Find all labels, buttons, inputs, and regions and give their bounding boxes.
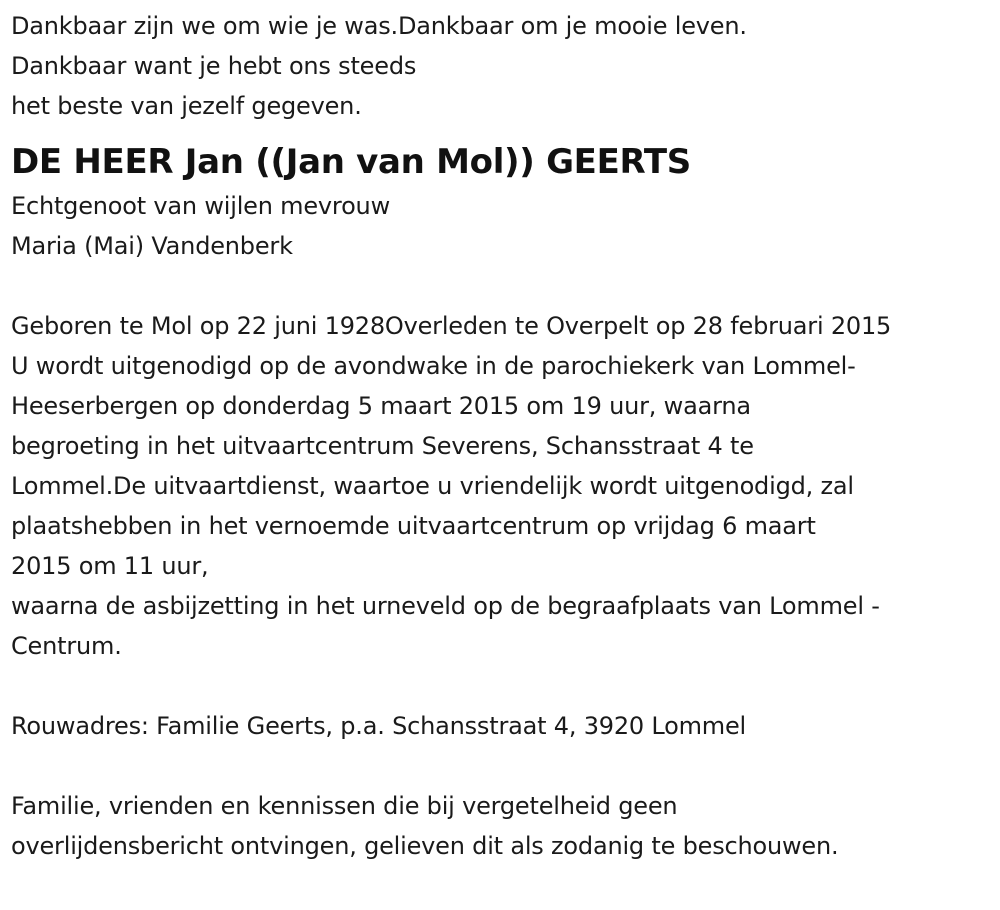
announcement <box>11 306 996 666</box>
announcement-line-7: 2015 om 11 uur, <box>11 552 209 580</box>
spouse-info <box>11 186 996 266</box>
closing-note <box>11 786 996 866</box>
closing-line-2: overlijdensbericht ontvingen, gelieven dit als zodanig te beschouwen. <box>11 832 839 860</box>
announcement-line-5: Lommel.De uitvaartdienst, waartoe u vriendelijk wordt uitgenodigd, zal <box>11 472 854 500</box>
announcement-line-9: Centrum. <box>11 632 122 660</box>
announcement-line-4: begroeting in het uitvaartcentrum Severens, Schansstraat 4 te <box>11 432 754 460</box>
mourning-address: Rouwadres: Familie Geerts, p.a. Schansstraat 4, 3920 Lommel <box>11 712 747 740</box>
verse <box>11 6 996 126</box>
announcement-line-3: Heeserbergen op donderdag 5 maart 2015 om 19 uur, waarna <box>11 392 751 420</box>
verse-line-2: Dankbaar want je hebt ons steeds <box>11 52 417 80</box>
obituary-notice <box>11 6 996 866</box>
spacer <box>11 746 996 786</box>
deceased-name: DE HEER Jan ((Jan van Mol)) GEERTS <box>11 142 691 182</box>
verse-line-3: het beste van jezelf gegeven. <box>11 92 362 120</box>
spouse-line-1: Echtgenoot van wijlen mevrouw <box>11 192 390 220</box>
announcement-line-8: waarna de asbijzetting in het urneveld op de begraafplaats van Lommel - <box>11 592 880 620</box>
spouse-line-2: Maria (Mai) Vandenberk <box>11 232 293 260</box>
announcement-line-1: Geboren te Mol op 22 juni 1928Overleden te Overpelt op 28 februari 2015 <box>11 312 892 340</box>
closing-line-1: Familie, vrienden en kennissen die bij vergetelheid geen <box>11 792 678 820</box>
spacer <box>11 266 996 306</box>
spacer <box>11 666 996 706</box>
announcement-line-6: plaatshebben in het vernoemde uitvaartcentrum op vrijdag 6 maart <box>11 512 816 540</box>
announcement-line-2: U wordt uitgenodigd op de avondwake in de parochiekerk van Lommel- <box>11 352 856 380</box>
verse-line-1: Dankbaar zijn we om wie je was.Dankbaar om je mooie leven. <box>11 12 747 40</box>
